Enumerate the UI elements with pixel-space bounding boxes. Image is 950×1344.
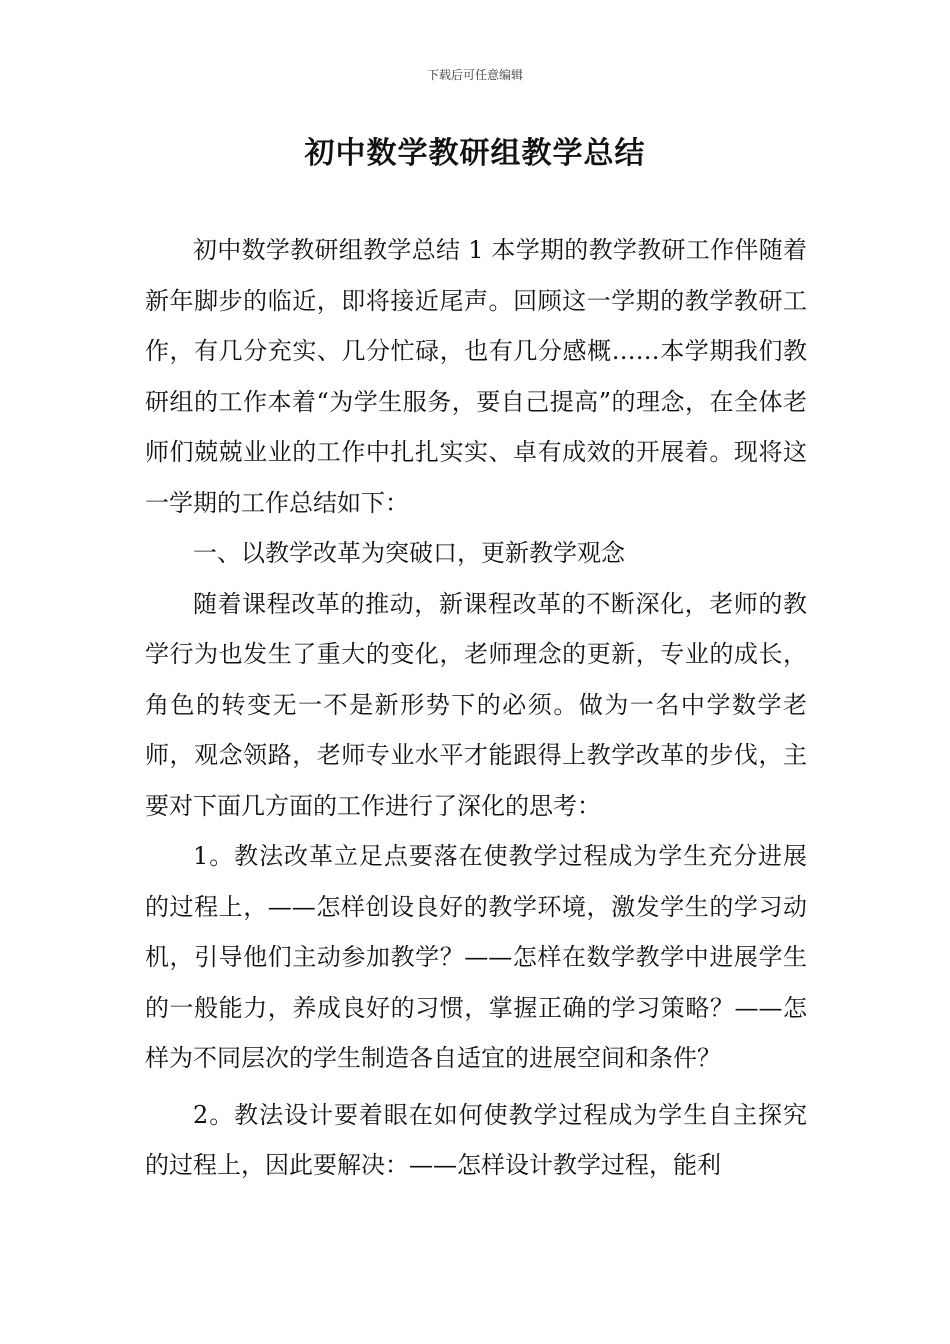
document-title: 初中数学教研组教学总结 bbox=[304, 136, 646, 171]
paragraph-item-2: 2。教法设计要着眼在如何使教学过程成为学生自主探究的过程上，因此要解决：——怎样设计教学过程，能利 bbox=[145, 1100, 807, 1179]
paragraph-item-1: 1。教法改革立足点要落在使教学过程成为学生充分进展的过程上，——怎样创设良好的教学环境，激发学生的学习动机，引导他们主动参加教学？——怎样在数学教学中进展学生的一般能力，养成良好的习惯，掌握正确的学习策略？——怎样为不同层次的学生制造各自适宜的进展空间和条件？ bbox=[145, 842, 807, 1072]
document-body bbox=[145, 225, 807, 1191]
section-heading-1: 一、以教学改革为突破口，更新教学观念 bbox=[193, 539, 625, 567]
paragraph-reform: 随着课程改革的推动，新课程改革的不断深化，老师的教学行为也发生了重大的变化，老师理念的更新，专业的成长，角色的转变无一不是新形势下的必须。做为一名中学数学老师，观念领路，老师专业水平才能跟得上教学改革的步伐，主要对下面几方面的工作进行了深化的思考： bbox=[145, 589, 807, 820]
paragraph-intro: 初中数学教研组教学总结 1 本学期的教学教研工作伴随着新年脚步的临近，即将接近尾声。回顾这一学期的教学教研工作，有几分充实、几分忙碌，也有几分感概……本学期我们教研组的工作本着“为学生服务，要自己提高”的理念，在全体老师们兢兢业业的工作中扎扎实实、卓有成效的开展着。现将这一学期的工作总结如下： bbox=[145, 236, 807, 517]
header-note: 下载后可任意编辑 bbox=[426, 68, 523, 82]
